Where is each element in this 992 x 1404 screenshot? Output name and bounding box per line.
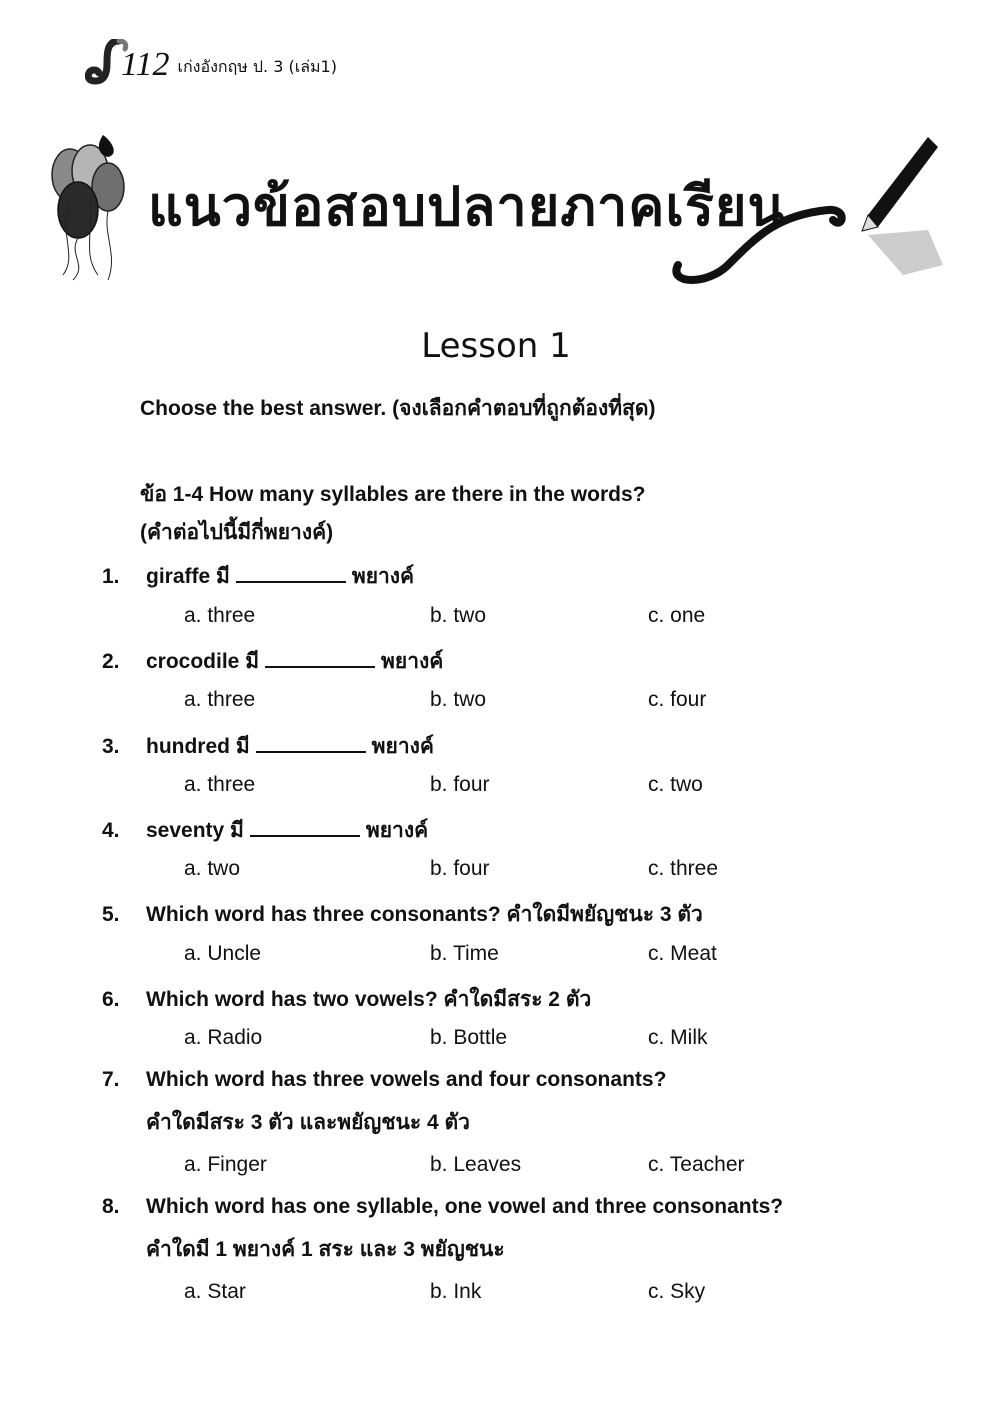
question-text-th: คำใดมีสระ 3 ตัว และพยัญชนะ 4 ตัว xyxy=(146,1111,470,1134)
option-c[interactable]: c. two xyxy=(648,773,703,796)
question-8 xyxy=(102,1195,783,1266)
question-word: seventy มี xyxy=(146,819,244,842)
ribbon-s-logo-icon xyxy=(85,39,131,85)
option-c[interactable]: c. three xyxy=(648,857,719,880)
question-number: 1. xyxy=(102,565,120,588)
section-heading-en: ข้อ 1-4 How many syllables are there in the words? xyxy=(140,483,646,506)
question-suffix: พยางค์ xyxy=(365,819,429,842)
options-6 xyxy=(184,1026,804,1052)
options-5 xyxy=(184,942,804,968)
question-3 xyxy=(102,730,434,763)
question-suffix: พยางค์ xyxy=(371,735,434,758)
option-b[interactable]: b. Leaves xyxy=(430,1153,522,1176)
option-b[interactable]: b. two xyxy=(430,604,487,627)
answer-blank[interactable] xyxy=(236,567,346,583)
question-text: Which word has three vowels and four consonants? xyxy=(146,1068,667,1091)
option-a[interactable]: a. two xyxy=(184,857,241,880)
options-7 xyxy=(184,1153,804,1179)
question-suffix: พยางค์ xyxy=(351,565,415,588)
question-6 xyxy=(102,983,591,1016)
question-4 xyxy=(102,814,428,847)
section-heading-th: (คำต่อไปนี้มีกี่พยางค์) xyxy=(140,521,334,544)
option-b[interactable]: b. four xyxy=(430,857,490,880)
question-number: 7. xyxy=(102,1068,120,1091)
answer-blank[interactable] xyxy=(256,737,366,753)
option-c[interactable]: c. Milk xyxy=(648,1026,708,1049)
option-a[interactable]: a. three xyxy=(184,773,256,796)
question-5 xyxy=(102,898,703,931)
option-c[interactable]: c. Sky xyxy=(648,1280,706,1303)
option-a[interactable]: a. Uncle xyxy=(184,942,262,965)
banner-title: แนวข้อสอบปลายภาคเรียน xyxy=(148,175,786,238)
question-2 xyxy=(102,645,443,678)
question-text: Which word has three consonants? คำใดมีพยัญชนะ 3 ตัว xyxy=(146,903,703,926)
question-word: crocodile มี xyxy=(146,650,260,673)
option-a[interactable]: a. Radio xyxy=(184,1026,263,1049)
question-suffix: พยางค์ xyxy=(381,650,444,673)
options-2 xyxy=(184,688,804,714)
title-banner xyxy=(48,135,948,295)
option-b[interactable]: b. Time xyxy=(430,942,499,965)
option-a[interactable]: a. Star xyxy=(184,1280,246,1303)
option-c[interactable]: c. Teacher xyxy=(648,1153,745,1176)
options-8 xyxy=(184,1280,804,1306)
page-number: 112 xyxy=(121,46,170,83)
option-c[interactable]: c. four xyxy=(648,688,707,711)
option-c[interactable]: c. one xyxy=(648,604,706,627)
answer-blank[interactable] xyxy=(250,821,360,837)
question-text: Which word has one syllable, one vowel and three consonants? xyxy=(146,1195,784,1218)
question-number: 6. xyxy=(102,988,120,1011)
section-heading xyxy=(140,476,645,552)
question-number: 3. xyxy=(102,735,120,758)
question-number: 8. xyxy=(102,1195,120,1218)
question-number: 5. xyxy=(102,903,120,926)
lesson-title: Lesson 1 xyxy=(421,326,571,366)
question-number: 2. xyxy=(102,650,120,673)
option-b[interactable]: b. two xyxy=(430,688,487,711)
options-4 xyxy=(184,857,804,883)
question-number: 4. xyxy=(102,819,120,842)
option-a[interactable]: a. three xyxy=(184,604,256,627)
question-text-th: คำใดมี 1 พยางค์ 1 สระ และ 3 พยัญชนะ xyxy=(146,1238,505,1261)
page-header xyxy=(85,35,337,85)
instruction: Choose the best answer. (จงเลือกคำตอบที่ถูกต้องที่สุด) xyxy=(140,397,656,420)
option-a[interactable]: a. Finger xyxy=(184,1153,267,1176)
pencil-swoosh-icon xyxy=(668,135,948,295)
question-word: giraffe มี xyxy=(146,565,230,588)
option-b[interactable]: b. four xyxy=(430,773,490,796)
answer-blank[interactable] xyxy=(265,652,375,668)
question-7 xyxy=(102,1068,666,1139)
option-a[interactable]: a. three xyxy=(184,688,256,711)
option-c[interactable]: c. Meat xyxy=(648,942,717,965)
options-1 xyxy=(184,604,804,630)
balloons-icon xyxy=(48,135,138,285)
option-b[interactable]: b. Bottle xyxy=(430,1026,508,1049)
question-text: Which word has two vowels? คำใดมีสระ 2 ตัว xyxy=(146,988,592,1011)
options-3 xyxy=(184,773,804,799)
book-title: เก่งอังกฤษ ป. 3 (เล่ม1) xyxy=(177,57,337,76)
question-1 xyxy=(102,560,414,593)
option-b[interactable]: b. Ink xyxy=(430,1280,482,1303)
question-word: hundred มี xyxy=(146,735,250,758)
